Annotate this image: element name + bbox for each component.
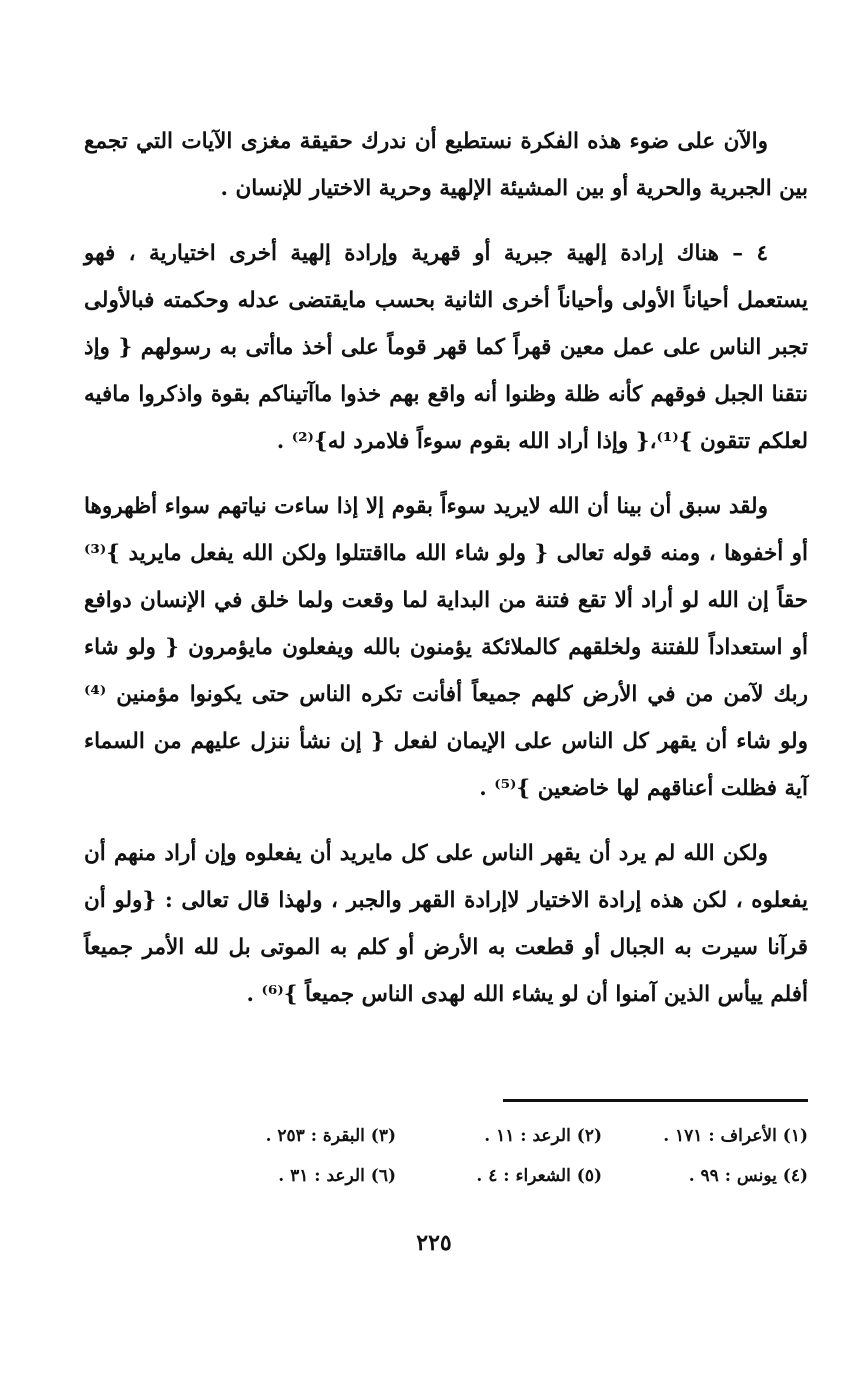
footnotes	[190, 1116, 808, 1196]
paragraph-2: ٤ – هناك إرادة إلهية جبرية أو قهرية وإرادة إلهية أخرى اختيارية ، فهو يستعمل أحياناً الأولى وأحياناً أخرى الثانية بحسب مايقتضى عدله وحكمته فبالأولى تجبر الناس على عمل معين قهراً كما قهر قوماً على أخذ ماأتى به رسولهم { وإذ نتقنا الجبل فوقهم كأنه ظلة وظنوا أنه واقع بهم خذوا ماآتيناكم بقوة واذكروا مافيه لعلكم تتقون }⁽¹⁾،{ وإذا أراد الله بقوم سوءاً فلامرد له}⁽²⁾ .	[84, 241, 808, 454]
footnote-1: (١) الأعراف : ١٧١ .	[663, 1126, 808, 1146]
footnote-6: (٦) الرعد : ٣١ .	[278, 1166, 396, 1186]
footnote-divider	[503, 1099, 808, 1102]
footnote-4: (٤) يونس : ٩٩ .	[688, 1166, 808, 1186]
paragraph-3: ولقد سبق أن بينا أن الله لايريد سوءاً بقوم إلا إذا ساءت نياتهم سواء أظهروها أو أخفوها ، ومنه قوله تعالى { ولو شاء الله مااقتتلوا ولكن الله يفعل مايريد }⁽³⁾ حقاً إن الله لو أراد ألا تقع فتنة من البداية لما وقعت ولما خلق في الإنسان دوافع أو استعداداً للفتنة ولخلقهم كالملائكة يؤمنون بالله ويفعلون مايؤمرون { ولو شاء ربك لآمن من في الأرض كلهم جميعاً أفأنت تكره الناس حتى يكونوا مؤمنين ⁽⁴⁾ ولو شاء أن يقهر كل الناس على الإيمان لفعل { إن نشأ ننزل عليهم من السماء آية فظلت أعناقهم لها خاضعين }⁽⁵⁾ .	[84, 494, 808, 801]
footnote-5: (٥) الشعراء : ٤ .	[476, 1166, 602, 1186]
footnote-row-2	[190, 1156, 808, 1196]
paragraph-1: والآن على ضوء هذه الفكرة نستطيع أن ندرك حقيقة مغزى الآيات التي تجمع بين الجبرية والحرية أو بين المشيئة الإلهية وحرية الاختيار للإنسان .	[84, 129, 808, 201]
main-text	[84, 118, 808, 1018]
footnote-2: (٢) الرعد : ١١ .	[484, 1126, 602, 1146]
paragraph-4: ولكن الله لم يرد أن يقهر الناس على كل مايريد أن يفعلوه وإن أراد منهم أن يفعلوه ، لكن هذه إرادة الاختيار لاإرادة القهر والجبر ، ولهذا قال تعالى : {ولو أن قرآنا سيرت به الجبال أو قطعت به الأرض أو كلم به الموتى بل لله الأمر جميعاً أفلم ييأس الذين آمنوا أن لو يشاء الله لهدى الناس جميعاً }⁽⁶⁾ .	[84, 841, 808, 1007]
footnote-row-1	[190, 1116, 808, 1156]
page-number: ٢٢٥	[416, 1230, 452, 1256]
footnote-3: (٣) البقرة : ٢٥٣ .	[265, 1126, 396, 1146]
